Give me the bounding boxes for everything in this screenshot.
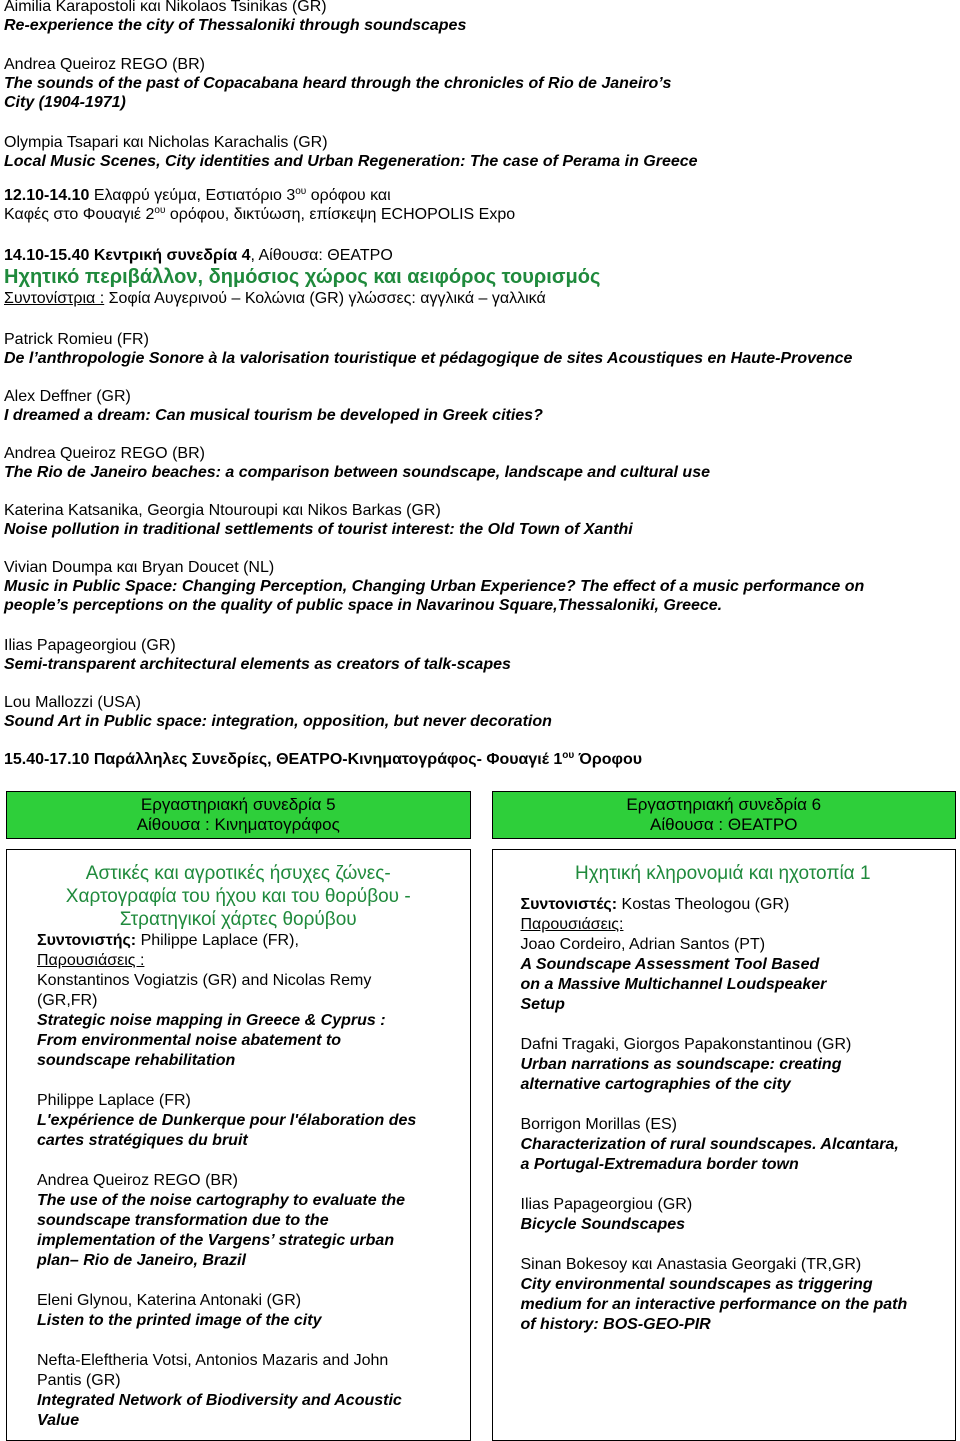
item-title: soundscape transformation due to the: [37, 1212, 329, 1229]
item-author: Dafni Tragaki, Giorgos Papakonstantinou (GR): [520, 1036, 852, 1053]
item-author: Sinan Bokesoy και Anastasia Georgaki (TR,GR): [520, 1256, 862, 1273]
entry-s4-1: [4, 330, 956, 368]
ws-room: Αίθουσα : Κινηματογράφος: [136, 815, 340, 834]
ws5-item: [37, 971, 440, 1071]
entry-author: Katerina Katsanika, Georgia Ntouroupi και Nikos Barkas (GR): [4, 502, 441, 519]
entry-3: [4, 133, 956, 171]
item-title: Strategic noise mapping in Greece & Cyprus :: [37, 1012, 386, 1029]
item-title: From environmental noise abatement to: [37, 1032, 342, 1049]
entry-title: Sound Art in Public space: integration, opposition, but never decoration: [4, 713, 552, 730]
ws5-item: [37, 1351, 440, 1431]
ws6-item: [521, 1195, 926, 1235]
ws-title-line: Χαρτογραφία του ήχου και του θορύβου -: [65, 886, 411, 907]
item-author: Philippe Laplace (FR): [37, 1092, 191, 1109]
ordinal: ου: [562, 750, 575, 761]
lunch-text: Καφές στο Φουαγιέ 2: [4, 206, 155, 223]
ws5-coordinator: [37, 931, 440, 951]
ws-name: Εργαστηριακή συνεδρία 6: [626, 795, 822, 814]
entry-title-line: City (1904-1971): [4, 94, 126, 111]
entry-title-line: The sounds of the past of Copacabana heard through the chronicles of Rio de Janeiro’s: [4, 75, 672, 92]
entry-author: Vivian Doumpa και Bryan Doucet (NL): [4, 559, 275, 576]
entry-author: Alex Deffner (GR): [4, 388, 131, 405]
item-title: A Soundscape Assessment Tool Based: [520, 956, 820, 973]
entry-author: Aimilia Karapostoli και Nikolaos Tsinikas (GR): [4, 0, 327, 15]
session4-time-line: [4, 246, 956, 265]
item-author: (GR,FR): [37, 992, 98, 1009]
session-room: , Αίθουσα: ΘΕΑΤΡΟ: [250, 247, 393, 264]
ws6-item: [521, 935, 926, 1015]
session4-coordinator: [4, 289, 956, 308]
presentations-label: Παρουσιάσεις:: [520, 916, 624, 933]
session4-header: [4, 246, 956, 308]
item-title: Urban narrations as soundscape: creating: [520, 1056, 842, 1073]
entry-title: The Rio de Janeiro beaches: a comparison between soundscape, landscape and cultural use: [4, 464, 710, 481]
parallel-text: 15.40-17.10 Παράλληλες Συνεδρίες, ΘΕΑΤΡΟ-Κινηματογράφος- Φουαγιέ 1: [4, 751, 563, 768]
ws-title-line: Αστικές και αγροτικές ήσυχες ζώνες-: [85, 863, 391, 884]
entry-title-line: Music in Public Space: Changing Perception, Changing Urban Experience? The effect of a music performance on: [4, 578, 865, 595]
entry-s4-2: [4, 387, 956, 425]
item-title: plan– Rio de Janeiro, Brazil: [37, 1252, 246, 1269]
item-title: medium for an interactive performance on the path: [520, 1296, 908, 1313]
ordinal: ου: [154, 205, 166, 216]
ws6-body: [492, 850, 956, 1441]
entry-s4-7: [4, 693, 956, 731]
item-title: a Portugal-Extremadura border town: [520, 1156, 799, 1173]
coordinator-label: Συντονίστρια :: [4, 290, 105, 307]
ws5-item: [37, 1091, 440, 1151]
entry-author: Lou Mallozzi (USA): [4, 694, 141, 711]
item-author: Andrea Queiroz REGO (BR): [37, 1172, 238, 1189]
lunch-block: [4, 186, 956, 224]
ws5-item: [37, 1291, 440, 1331]
entry-s4-5: [4, 558, 956, 615]
lunch-line-1: [4, 186, 956, 205]
item-author: Borrigon Morillas (ES): [520, 1116, 677, 1133]
item-title: implementation of the Vargens’ strategic urban: [37, 1232, 395, 1249]
item-title: Listen to the printed image of the city: [37, 1312, 322, 1329]
entry-1: [4, 0, 956, 35]
parallel-sessions-line: [4, 750, 956, 769]
entry-s4-3: [4, 444, 956, 482]
item-title: The use of the noise cartography to evaluate the: [37, 1192, 406, 1209]
ws6-item: [521, 1035, 926, 1095]
item-title: Setup: [520, 996, 565, 1013]
ws6-item: [521, 1115, 926, 1175]
ws-name: Εργαστηριακή συνεδρία 5: [140, 795, 336, 814]
item-title: Characterization of rural soundscapes. Alcαntara,: [520, 1136, 899, 1153]
item-title: cartes stratégiques du bruit: [37, 1132, 248, 1149]
ws6-title: Ηχητική κληρονομιά και ηχοτοπία 1: [574, 863, 871, 884]
item-author: Nefta-Eleftheria Votsi, Antonios Mazaris and John: [37, 1352, 389, 1369]
item-title: Bicycle Soundscapes: [520, 1216, 686, 1233]
entry-author: Andrea Queiroz REGO (BR): [4, 445, 205, 462]
entry-2: [4, 55, 956, 112]
entry-author: Olympia Tsapari και Nicholas Karachalis (GR): [4, 134, 328, 151]
item-author: Ilias Papageorgiou (GR): [520, 1196, 693, 1213]
coordinator-name: Philippe Laplace (FR),: [136, 932, 299, 949]
item-author: Joao Cordeiro, Adrian Santos (PT): [520, 936, 766, 953]
entry-title: Semi-transparent architectural elements as creators of talk-scapes: [4, 656, 511, 673]
coordinator-name: Kostas Theologou (GR): [617, 896, 790, 913]
coordinator-label: Συντονιστές:: [520, 896, 618, 913]
session-time: 14.10-15.40: [4, 247, 90, 264]
lunch-time: 12.10-14.10: [4, 187, 90, 204]
lunch-text: ορόφου και: [306, 187, 391, 204]
entry-author: Andrea Queiroz REGO (BR): [4, 56, 205, 73]
presentations-label: Παρουσιάσεις :: [37, 952, 145, 969]
entry-title: Local Music Scenes, City identities and Urban Regeneration: The case of Perama in Greece: [4, 153, 698, 170]
ordinal: ου: [295, 186, 307, 197]
item-author: Konstantinos Vogiatzis (GR) and Nicolas Remy: [37, 972, 372, 989]
session-name: Κεντρική συνεδρία 4: [89, 247, 251, 264]
ws6-coordinator: [521, 895, 926, 915]
item-title: L'expérience de Dunkerque pour l'élaboration des: [37, 1112, 417, 1129]
item-title: on a Massive Multichannel Loudspeaker: [520, 976, 827, 993]
item-title: City environmental soundscapes as triggering: [520, 1276, 873, 1293]
item-title: Value: [37, 1412, 80, 1429]
entry-title: I dreamed a dream: Can musical tourism be developed in Greek cities?: [4, 407, 543, 424]
entry-author: Ilias Papageorgiou (GR): [4, 637, 176, 654]
ws5-header: [7, 792, 471, 839]
session4-title: Ηχητικό περιβάλλον, δημόσιος χώρος και αειφόρος τουρισμός: [4, 266, 601, 288]
coordinator-label: Συντονιστής:: [37, 932, 137, 949]
lunch-line-2: [4, 205, 956, 224]
entry-title: Noise pollution in traditional settlements of tourist interest: the Old Town of Xanthi: [4, 521, 633, 538]
workshop-table: [6, 791, 956, 1441]
entry-author: Patrick Romieu (FR): [4, 331, 149, 348]
lunch-text: Ελαφρύ γεύμα, Εστιατόριο 3: [89, 187, 296, 204]
item-title: of history: BOS-GEO-PIR: [520, 1316, 711, 1333]
entry-s4-6: [4, 636, 956, 674]
entry-title-line: people’s perceptions on the quality of public space in Navarinou Square,Thessaloniki, Greece.: [4, 597, 723, 614]
entry-s4-4: [4, 501, 956, 539]
ws-room: Αίθουσα : ΘΕΑΤΡΟ: [650, 815, 798, 834]
lunch-text: ορόφου, δικτύωση, επίσκεψη ECHOPOLIS Expo: [165, 206, 516, 223]
ws-title-line: Στρατηγικοί χάρτες θορύβου: [119, 909, 357, 930]
ws5-title: [37, 862, 440, 931]
entry-title: Re-experience the city of Thessaloniki through soundscapes: [4, 17, 467, 34]
column-gap: [470, 792, 492, 839]
ws6-header: [492, 792, 956, 839]
entry-title: De l’anthropologie Sonore à la valorisation touristique et pédagogique de sites Acoustiques en Haute-Provence: [4, 350, 853, 367]
coordinator-name: Σοφία Αυγερινού – Κολώνια (GR) γλώσσες: αγγλικά – γαλλικά: [104, 290, 546, 307]
item-title: alternative cartographies of the city: [520, 1076, 791, 1093]
parallel-text: Όροφου: [574, 751, 643, 768]
item-title: soundscape rehabilitation: [37, 1052, 236, 1069]
ws5-item: [37, 1171, 440, 1271]
item-author: Pantis (GR): [37, 1372, 121, 1389]
ws6-item: [521, 1255, 926, 1335]
ws5-body: [7, 850, 471, 1441]
item-title: Integrated Network of Biodiversity and Acoustic: [37, 1392, 402, 1409]
item-author: Eleni Glynou, Katerina Antonaki (GR): [37, 1292, 302, 1309]
